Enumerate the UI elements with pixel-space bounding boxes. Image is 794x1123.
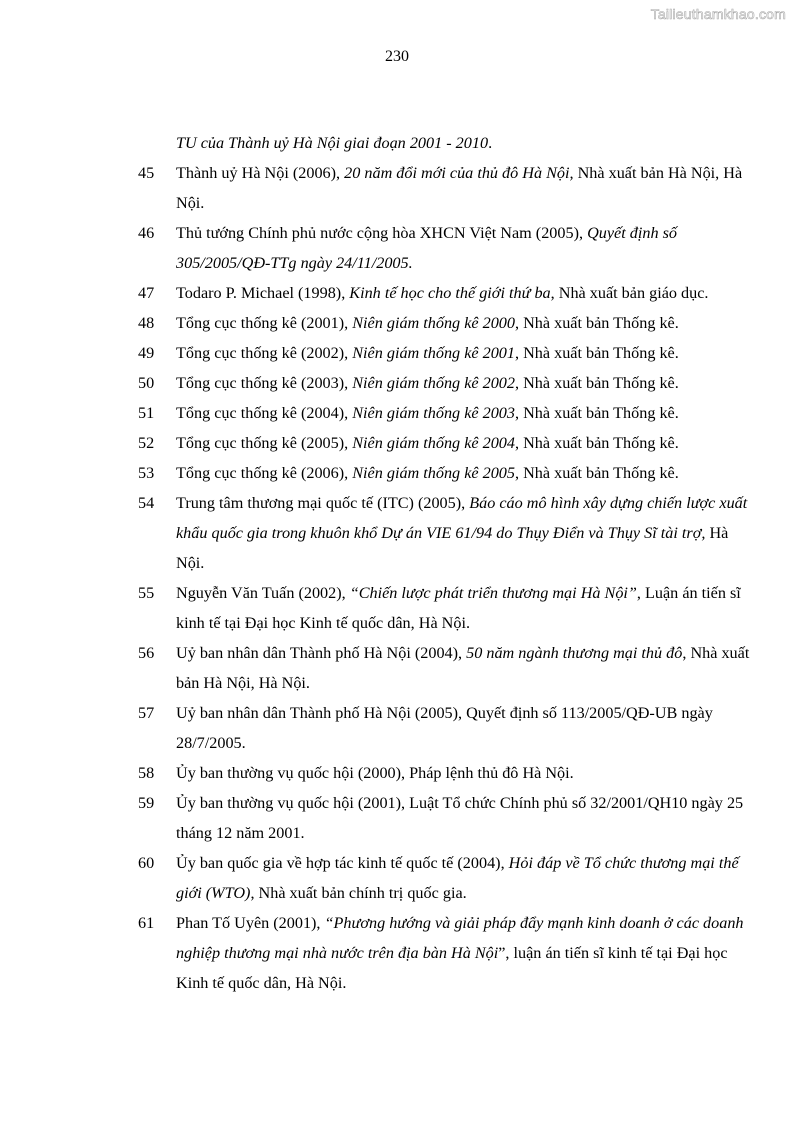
reference-number: 54 bbox=[138, 494, 155, 512]
reference-item bbox=[138, 458, 760, 488]
reference-author: Todaro P. Michael (1998), bbox=[176, 284, 350, 302]
reference-item bbox=[138, 218, 760, 278]
reference-item bbox=[138, 488, 760, 578]
reference-author: Tổng cục thống kê (2002), bbox=[176, 344, 353, 362]
reference-author: Ủy ban quốc gia về hợp tác kinh tế quốc tế (2004), bbox=[176, 854, 509, 872]
reference-number: 61 bbox=[138, 914, 155, 932]
reference-title: Niên giám thống kê 2004 bbox=[352, 434, 515, 452]
reference-publisher: Hà Nội. bbox=[176, 524, 729, 572]
reference-author: Tổng cục thống kê (2003), bbox=[176, 374, 353, 392]
reference-text bbox=[176, 578, 760, 638]
reference-number: 59 bbox=[138, 794, 155, 812]
reference-text bbox=[176, 398, 760, 428]
reference-text bbox=[176, 338, 760, 368]
reference-text bbox=[176, 698, 760, 758]
reference-publisher: , Nhà xuất bản Thống kê. bbox=[515, 464, 679, 482]
reference-author: Thành uỷ Hà Nội (2006), bbox=[176, 164, 345, 182]
reference-item bbox=[138, 788, 760, 848]
reference-list bbox=[138, 128, 760, 998]
reference-author: Phan Tố Uyên (2001), bbox=[176, 914, 325, 932]
reference-publisher: , Nhà xuất bản chính trị quốc gia. bbox=[250, 884, 467, 902]
reference-number: 58 bbox=[138, 764, 155, 782]
reference-item bbox=[138, 308, 760, 338]
watermark: Tailieuthamkhao.com bbox=[650, 6, 786, 22]
reference-item bbox=[138, 158, 760, 218]
reference-text bbox=[176, 788, 760, 848]
reference-text bbox=[176, 218, 760, 278]
reference-item bbox=[138, 428, 760, 458]
reference-number: 46 bbox=[138, 224, 155, 242]
reference-author: Uỷ ban nhân dân Thành phố Hà Nội (2004), bbox=[176, 644, 467, 662]
reference-author: Tổng cục thống kê (2005), bbox=[176, 434, 353, 452]
reference-item bbox=[138, 908, 760, 998]
reference-publisher: , Luận án tiến sĩ kinh tế tại Đại học Kinh tế quốc dân, Hà Nội. bbox=[176, 584, 741, 632]
reference-author: Tổng cục thống kê (2001), bbox=[176, 314, 353, 332]
page-number: 230 bbox=[385, 48, 409, 65]
reference-title: Báo cáo mô hình xây dựng chiến lược xuất khẩu quốc gia trong khuôn khổ Dự án VIE 61/94 do Thụy Điển và Thụy Sĩ tài trợ, bbox=[176, 494, 748, 542]
reference-number: 45 bbox=[138, 164, 155, 182]
reference-publisher: Nhà xuất bản Hà Nội, Hà Nội. bbox=[176, 164, 743, 212]
reference-text bbox=[176, 908, 760, 998]
reference-title: Hỏi đáp về Tổ chức thương mại thế giới (WTO) bbox=[176, 854, 739, 902]
reference-item bbox=[138, 338, 760, 368]
reference-item bbox=[138, 368, 760, 398]
reference-continuation bbox=[138, 128, 760, 158]
reference-author: Nguyễn Văn Tuấn (2002), bbox=[176, 584, 350, 602]
reference-number: 50 bbox=[138, 374, 155, 392]
reference-author: Tổng cục thống kê (2006), bbox=[176, 464, 353, 482]
reference-author: Thủ tướng Chính phủ nước cộng hòa XHCN Việt Nam (2005), bbox=[176, 224, 588, 242]
reference-text bbox=[176, 278, 760, 308]
reference-publisher: , Nhà xuất bản Thống kê. bbox=[515, 374, 679, 392]
reference-text bbox=[176, 848, 760, 908]
reference-publisher: , Nhà xuất bản Thống kê. bbox=[515, 434, 679, 452]
reference-title: Niên giám thống kê 2003 bbox=[352, 404, 515, 422]
reference-author: Tổng cục thống kê (2004), bbox=[176, 404, 353, 422]
reference-publisher: , Nhà xuất bản Hà Nội, Hà Nội. bbox=[176, 644, 750, 692]
reference-publisher: , Nhà xuất bản Thống kê. bbox=[515, 314, 679, 332]
reference-item bbox=[138, 638, 760, 698]
reference-author: Ủy ban thường vụ quốc hội (2001), Luật Tổ chức Chính phủ số 32/2001/QH10 ngày 25 tháng 12 năm 2001. bbox=[176, 794, 744, 842]
reference-text bbox=[176, 158, 760, 218]
reference-author: Ủy ban thường vụ quốc hội (2000), Pháp lệnh thủ đô Hà Nội. bbox=[176, 764, 574, 782]
reference-author: Trung tâm thương mại quốc tế (ITC) (2005), bbox=[176, 494, 470, 512]
reference-item bbox=[138, 278, 760, 308]
reference-title: 20 năm đổi mới của thủ đô Hà Nội, bbox=[344, 164, 574, 182]
reference-title: Niên giám thống kê 2000 bbox=[352, 314, 515, 332]
reference-title: Kinh tế học cho thế giới thứ ba bbox=[349, 284, 551, 302]
reference-text bbox=[176, 368, 760, 398]
reference-text bbox=[176, 758, 760, 788]
reference-text bbox=[176, 308, 760, 338]
reference-title: Niên giám thống kê 2002 bbox=[352, 374, 515, 392]
continuation-tail: . bbox=[488, 134, 493, 152]
reference-title: “Phương hướng và giải pháp đẩy mạnh kinh doanh ở các doanh nghiệp thương mại nhà nước trên địa bàn Hà Nội bbox=[176, 914, 744, 962]
reference-number: 56 bbox=[138, 644, 155, 662]
reference-publisher: ”, luận án tiến sĩ kinh tế tại Đại học Kinh tế quốc dân, Hà Nội. bbox=[176, 944, 728, 992]
reference-item bbox=[138, 398, 760, 428]
reference-title: 50 năm ngành thương mại thủ đô bbox=[466, 644, 683, 662]
reference-number: 60 bbox=[138, 854, 155, 872]
reference-item bbox=[138, 758, 760, 788]
reference-publisher: , Nhà xuất bản Thống kê. bbox=[515, 344, 679, 362]
reference-text bbox=[176, 638, 760, 698]
reference-author: Uỷ ban nhân dân Thành phố Hà Nội (2005), Quyết định số 113/2005/QĐ-UB ngày 28/7/2005. bbox=[176, 704, 713, 752]
reference-text bbox=[176, 488, 760, 578]
reference-title: “Chiến lược phát triển thương mại Hà Nội” bbox=[349, 584, 637, 602]
reference-title: Niên giám thống kê 2001 bbox=[352, 344, 515, 362]
reference-text bbox=[176, 428, 760, 458]
reference-text bbox=[176, 458, 760, 488]
reference-publisher: , Nhà xuất bản Thống kê. bbox=[515, 404, 679, 422]
continuation-title: TU của Thành uỷ Hà Nội giai đoạn 2001 - 2010 bbox=[176, 134, 489, 152]
reference-title: Niên giám thống kê 2005 bbox=[352, 464, 515, 482]
reference-number: 48 bbox=[138, 314, 155, 332]
reference-title: Quyết định số 305/2005/QĐ-TTg ngày 24/11/2005. bbox=[176, 224, 677, 272]
reference-publisher: , Nhà xuất bản giáo dục. bbox=[550, 284, 709, 302]
reference-number: 55 bbox=[138, 584, 155, 602]
reference-number: 57 bbox=[138, 704, 155, 722]
reference-number: 51 bbox=[138, 404, 155, 422]
reference-number: 52 bbox=[138, 434, 155, 452]
reference-number: 47 bbox=[138, 284, 155, 302]
reference-items bbox=[138, 158, 760, 998]
reference-item bbox=[138, 698, 760, 758]
reference-number: 53 bbox=[138, 464, 155, 482]
reference-number: 49 bbox=[138, 344, 155, 362]
reference-item bbox=[138, 848, 760, 908]
reference-item bbox=[138, 578, 760, 638]
